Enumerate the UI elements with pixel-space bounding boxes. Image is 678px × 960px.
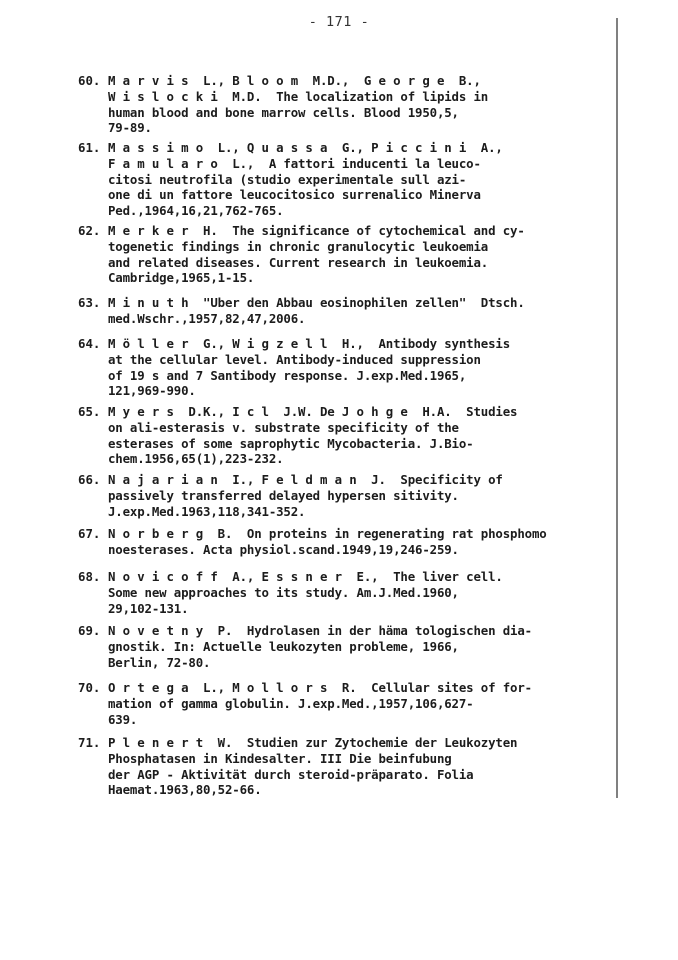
- reference-line: M y e r s D.K., I c l J.W. De J o h g e H.A. Studies: [108, 404, 518, 419]
- reference-entry: [78, 295, 608, 327]
- page-number: - 171 -: [308, 14, 370, 30]
- reference-entry: [78, 472, 608, 519]
- reference-line: W i s l o c k i M.D. The localization of lipids in: [108, 88, 489, 104]
- reference-line: F a m u l a r o L., A fattori inducenti la leuco-: [108, 155, 481, 171]
- reference-line: esterases of some saprophytic Mycobacteria. J.Bio-: [108, 435, 474, 451]
- reference-line: N o v i c o f f A., E s s n e r E., The liver cell.: [108, 569, 503, 584]
- reference-line: Cambridge,1965,1-15.: [108, 270, 255, 286]
- reference-line: passively transferred delayed hypersen sitivity.: [108, 487, 459, 503]
- reference-entry: [78, 404, 608, 467]
- reference-line: M a s s i m o L., Q u a s s a G., P i c c i n i A.,: [108, 140, 503, 155]
- reference-line: M i n u t h "Uber den Abbau eosinophilen zellen" Dtsch.: [108, 295, 525, 310]
- reference-line: N a j a r i a n I., F e l d m a n J. Specificity of: [108, 472, 503, 487]
- reference-number: 67.: [78, 526, 101, 541]
- reference-line: med.Wschr.,1957,82,47,2006.: [108, 310, 306, 326]
- reference-line: on ali-esterasis v. substrate specificity of the: [108, 419, 459, 435]
- reference-entry: [78, 73, 608, 136]
- reference-number: 71.: [78, 735, 101, 750]
- reference-number: 60.: [78, 73, 101, 88]
- reference-number: 68.: [78, 569, 101, 584]
- reference-number: 62.: [78, 223, 101, 238]
- reference-line: O r t e g a L., M o l l o r s R. Cellular sites of for-: [108, 680, 532, 695]
- reference-entry: [78, 223, 608, 286]
- reference-line: togenetic findings in chronic granulocytic leukoemia: [108, 238, 489, 254]
- reference-line: 79-89.: [108, 120, 152, 136]
- reference-number: 63.: [78, 295, 101, 310]
- reference-line: Ped.,1964,16,21,762-765.: [108, 203, 284, 219]
- reference-line: der AGP - Aktivität durch steroid-präparato. Folia: [108, 766, 474, 782]
- reference-line: M e r k e r H. The significance of cytochemical and cy-: [108, 223, 525, 238]
- reference-line: mation of gamma globulin. J.exp.Med.,1957,106,627-: [108, 695, 474, 711]
- reference-line: human blood and bone marrow cells. Blood 1950,5,: [108, 104, 459, 120]
- reference-entry: [78, 569, 608, 616]
- reference-line: Haemat.1963,80,52-66.: [108, 782, 262, 798]
- reference-line: J.exp.Med.1963,118,341-352.: [108, 503, 306, 519]
- reference-number: 61.: [78, 140, 101, 155]
- margin-line: [616, 18, 618, 798]
- reference-line: M a r v i s L., B l o o m M.D., G e o r g e B.,: [108, 73, 481, 88]
- reference-line: one di un fattore leucocitosico surrenalico Minerva: [108, 187, 481, 203]
- reference-number: 66.: [78, 472, 101, 487]
- reference-line: Berlin, 72-80.: [108, 654, 211, 670]
- reference-line: at the cellular level. Antibody-induced suppression: [108, 351, 481, 367]
- reference-number: 65.: [78, 404, 101, 419]
- reference-line: N o r b e r g B. On proteins in regenerating rat phosphomo: [108, 526, 547, 541]
- reference-line: 121,969-990.: [108, 383, 196, 399]
- reference-entry: [78, 735, 608, 798]
- reference-entry: [78, 680, 608, 727]
- reference-line: P l e n e r t W. Studien zur Zytochemie der Leukozyten: [108, 735, 518, 750]
- reference-line: and related diseases. Current research in leukoemia.: [108, 254, 489, 270]
- reference-entry: [78, 140, 608, 219]
- reference-line: 639.: [108, 711, 138, 727]
- reference-number: 69.: [78, 623, 101, 638]
- reference-line: citosi neutrofila (studio experimentale sull azi-: [108, 171, 467, 187]
- reference-line: 29,102-131.: [108, 600, 189, 616]
- reference-line: Phosphatasen in Kindesalter. III Die beinfubung: [108, 750, 452, 766]
- reference-number: 70.: [78, 680, 101, 695]
- reference-line: of 19 s and 7 Santibody response. J.exp.Med.1965,: [108, 367, 467, 383]
- reference-line: Some new approaches to its study. Am.J.Med.1960,: [108, 584, 459, 600]
- reference-entry: [78, 336, 608, 399]
- reference-line: chem.1956,65(1),223-232.: [108, 451, 284, 467]
- reference-line: N o v e t n y P. Hydrolasen in der häma tologischen dia-: [108, 623, 532, 638]
- reference-entry: [78, 526, 608, 558]
- reference-line: noesterases. Acta physiol.scand.1949,19,246-259.: [108, 541, 459, 557]
- reference-line: gnostik. In: Actuelle leukozyten probleme, 1966,: [108, 638, 459, 654]
- reference-number: 64.: [78, 336, 101, 351]
- reference-entry: [78, 623, 608, 670]
- reference-line: M ö l l e r G., W i g z e l l H., Antibody synthesis: [108, 336, 511, 351]
